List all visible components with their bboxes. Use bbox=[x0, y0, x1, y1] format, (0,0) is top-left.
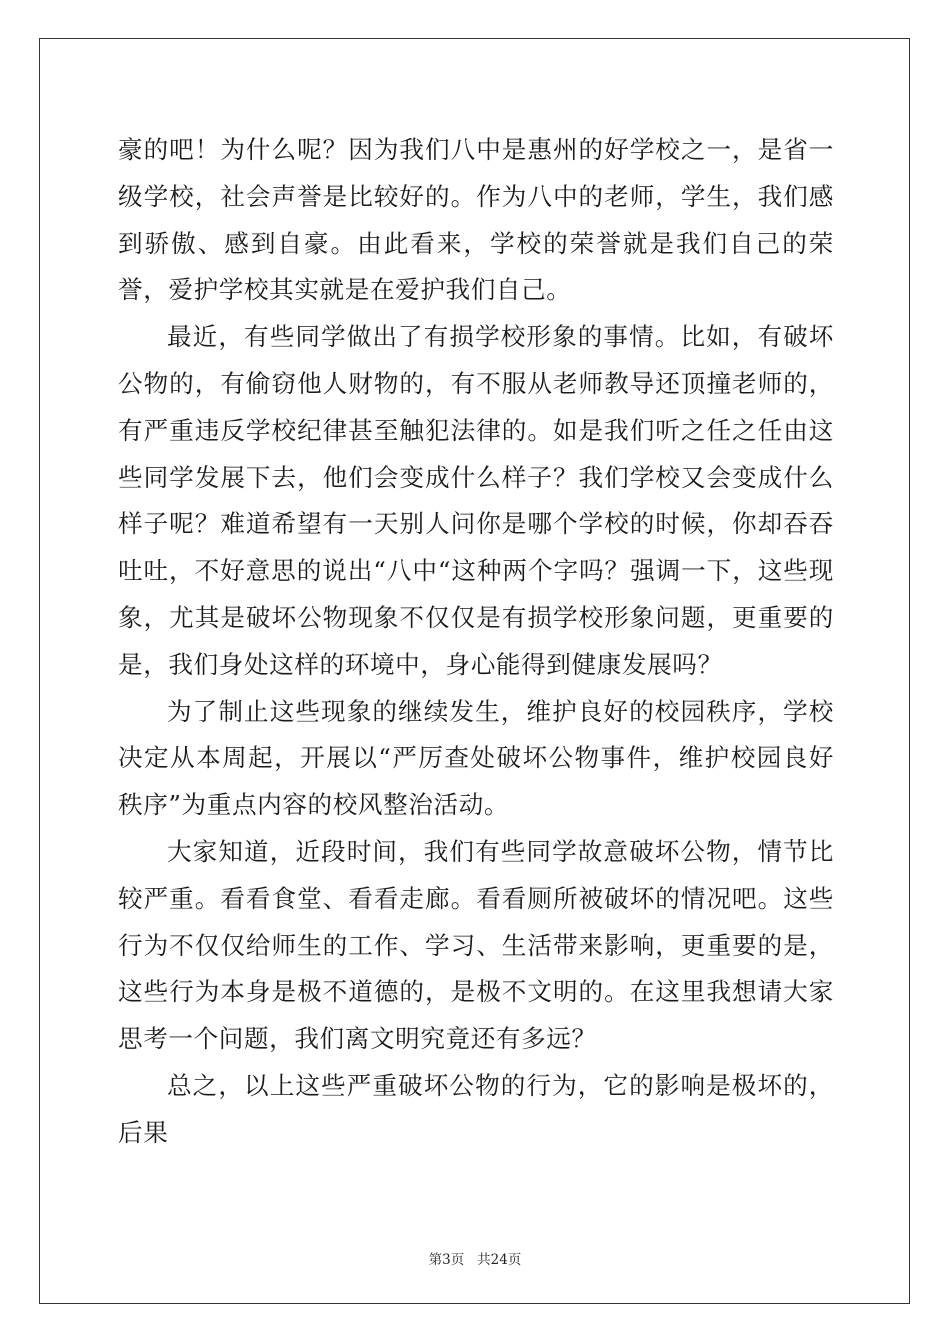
paragraph-5: 总之，以上这些严重破坏公物的行为，它的影响是极坏的，后果 bbox=[118, 1070, 834, 1147]
paragraph-3: 为了制止这些现象的继续发生，维护良好的校园秩序，学校决定从本周起，开展以“严厉查处破坏公物事件，维护校园良好秩序”为重点内容的校风整治活动。 bbox=[118, 696, 834, 820]
paragraph-1: 豪的吧！为什么呢？因为我们八中是惠州的好学校之一，是省一级学校，社会声誉是比较好的。作为八中的老师，学生，我们感到骄傲、感到自豪。由此看来，学校的荣誉就是我们自己的荣誉，爱护学校其实就是在爱护我们自己。 bbox=[118, 135, 834, 305]
paragraph-4: 大家知道，近段时间，我们有些同学故意破坏公物，情节比较严重。看看食堂、看看走廊。看看厕所被破坏的情况吧。这些行为不仅仅给师生的工作、学习、生活带来影响，更重要的是，这些行为本身是极不道德的，是极不文明的。在这里我想请大家思考一个问题，我们离文明究竟还有多远？ bbox=[118, 836, 834, 1054]
page-footer bbox=[0, 1248, 950, 1268]
page-number: 第3页 bbox=[428, 1252, 465, 1268]
document-body bbox=[118, 127, 834, 1157]
total-pages: 共24页 bbox=[477, 1252, 522, 1268]
paragraph-2: 最近，有些同学做出了有损学校形象的事情。比如，有破坏公物的，有偷窃他人财物的，有不服从老师教导还顶撞老师的，有严重违反学校纪律甚至触犯法律的。如是我们听之任之任由这些同学发展下去，他们会变成什么样子？我们学校又会变成什么样子呢？难道希望有一天别人问你是哪个学校的时候，你却吞吞吐吐，不好意思的说出“八中“这种两个字吗？强调一下，这些现象，尤其是破坏公物现象不仅仅是有损学校形象问题，更重要的是，我们身处这样的环境中，身心能得到健康发展吗？ bbox=[118, 322, 834, 679]
